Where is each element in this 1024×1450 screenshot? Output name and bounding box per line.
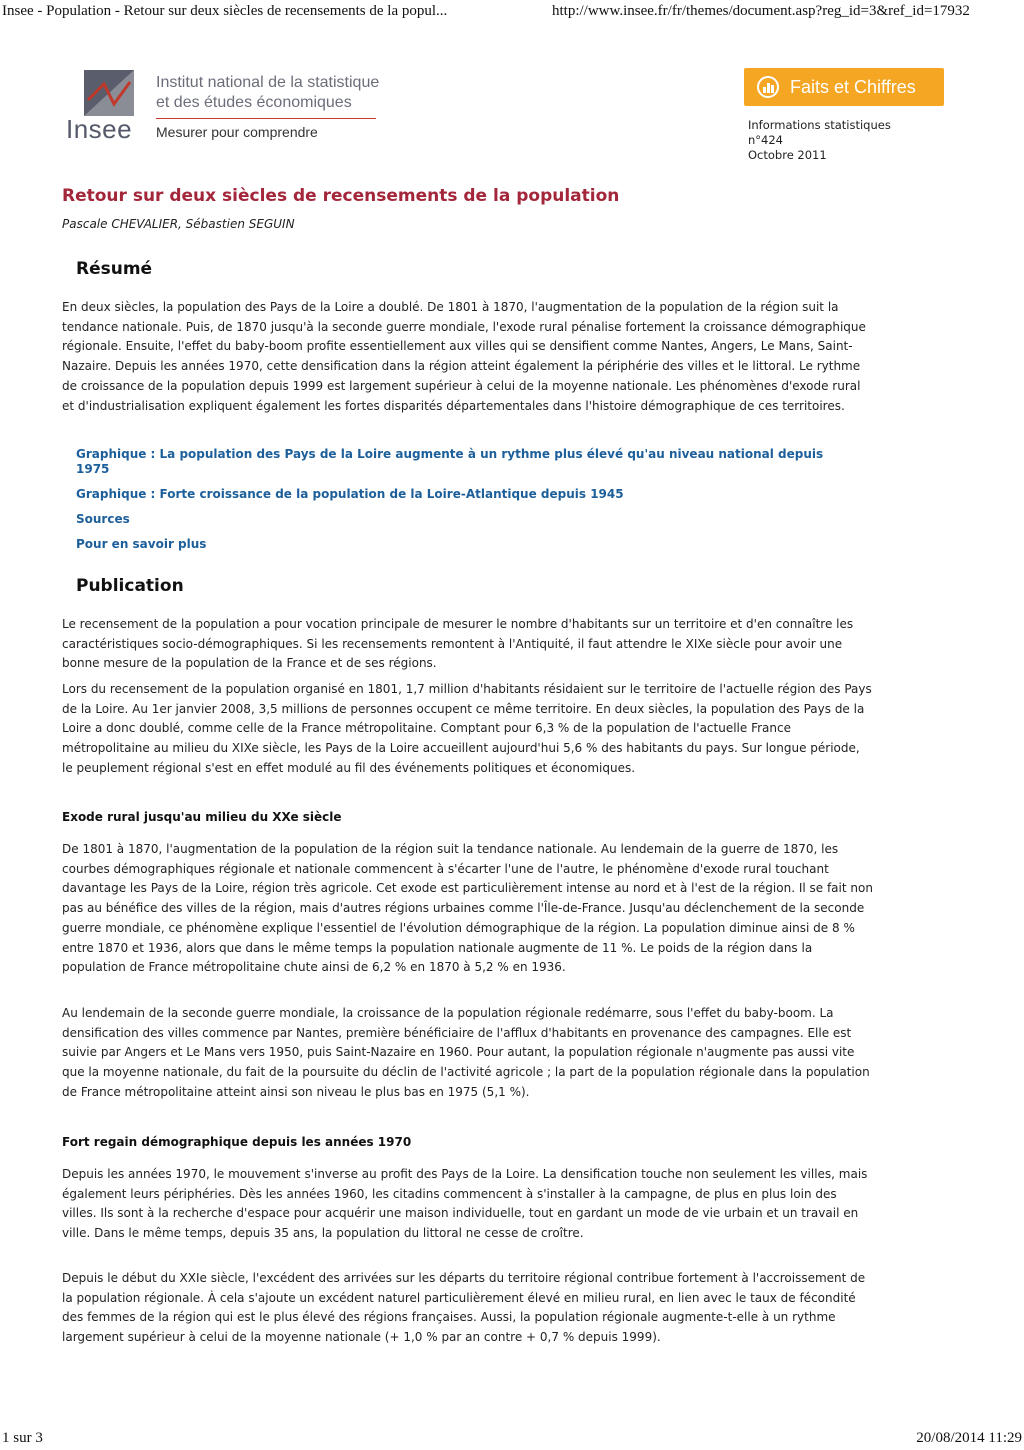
publication-paragraph-6: Depuis le début du XXIe siècle, l'excédent des arrivées sur les départs du territoire régional contribue fortement à l'accroissement de la population régionale. À cela s'ajoute un excédent naturel particulièrement élevé en milieu rural, en lien avec le taux de fécondité des femmes de la région qui est le plus élevé des régions françaises. Aussi, la population régionale augmente-t-elle à un rythme largement supérieur à celui de la moyenne nationale (+ 1,0 % par an contre + 0,7 % depuis 1999). (62, 1271, 866, 1345)
faits-button-label: Faits et Chiffres (790, 76, 916, 97)
publication-paragraph-5: Depuis les années 1970, le mouvement s'inverse au profit des Pays de la Loire. La densification touche non seulement les villes, mais également leurs périphéries. Dès les années 1960, les citadins commencent à s'installer à la campagne, de plus en plus loin des villes. Ils sont à la recherche d'espace pour acquérir une maison individuelle, tout en gardant un mode de vie urbain et un travail en ville. Dans le même temps, depuis 35 ans, la population du littoral ne cesse de croître. (62, 1167, 868, 1241)
info-collection: Informations statistiques (748, 118, 891, 132)
print-footer-page: 1 sur 3 (2, 1430, 43, 1446)
link-pour-en-savoir-plus[interactable]: Pour en savoir plus (76, 537, 207, 551)
insee-logo-icon (84, 70, 134, 116)
info-number: n°424 (748, 133, 783, 147)
subheading-regain: Fort regain démographique depuis les années 1970 (62, 1135, 412, 1149)
publication-paragraph-1: Le recensement de la population a pour vocation principale de mesurer le nombre d'habitants sur un territoire et d'en connaître les caractéristiques socio-démographiques. Si les recensements remontent à l'Antiquité, il faut attendre le XIXe siècle pour avoir une bonne mesure de la population de la France et de ses régions. (62, 617, 854, 671)
insee-logo[interactable] (66, 68, 406, 148)
link-sources[interactable]: Sources (76, 512, 130, 526)
print-footer (0, 1430, 1024, 1450)
print-footer-datetime: 20/08/2014 11:29 (916, 1430, 1022, 1446)
print-header-url: http://www.insee.fr/fr/themes/document.asp?reg_id=3&ref_id=17932 (552, 3, 970, 19)
resume-text: En deux siècles, la population des Pays de la Loire a doublé. De 1801 à 1870, l'augmentation de la population de la région suit la tendance nationale. Puis, de 1870 jusqu'à la seconde guerre mondiale, l'exode rural pénalise fortement la croissance démographique régionale. Ensuite, l'effet du baby-boom profite essentiellement aux villes qui se densifient comme Nantes, Angers, Le Mans, Saint-Nazaire. Depuis les années 1970, cette densification dans la région atteint également la périphérie des villes et le littoral. Le rythme de croissance de la population depuis 1999 est largement supérieur à celui de la moyenne nationale. Les phénomènes d'exode rural et d'industrialisation expliquent également les fortes disparités départementales dans l'histoire démographique de ces territoires. (62, 300, 866, 413)
print-header-title: Insee - Population - Retour sur deux siècles de recensements de la popul... (2, 3, 448, 19)
faits-et-chiffres-button[interactable] (744, 68, 944, 106)
chart-icon (756, 75, 780, 99)
publication-paragraph-4: Au lendemain de la seconde guerre mondiale, la croissance de la population régionale redémarre, sous l'effet du baby-boom. La densification des villes commence par Nantes, première bénéficiaire de l'afflux d'habitants en provenance des campagnes. Elle est suivie par Angers et Le Mans vers 1950, puis Saint-Nazaire en 1960. Pour autant, la population régionale n'augmente pas aussi vite que la moyenne nationale, du fait de la poursuite du déclin de l'activité agricole ; la part de la population régionale dans la population de France métropolitaine atteint ainsi son niveau le plus bas en 1975 (5,1 %). (62, 1006, 870, 1099)
authors: Pascale CHEVALIER, Sébastien SEGUIN (62, 217, 295, 231)
logo-divider (156, 118, 376, 119)
logo-name-line2: et des études économiques (156, 94, 352, 111)
page-title: Retour sur deux siècles de recensements de la population (62, 186, 620, 206)
publication-heading: Publication (76, 576, 184, 596)
info-date: Octobre 2011 (748, 148, 827, 162)
resume-heading: Résumé (76, 259, 153, 279)
print-header (0, 0, 1024, 26)
publication-info (748, 118, 891, 163)
publication-paragraph-2: Lors du recensement de la population organisé en 1801, 1,7 million d'habitants résidaient sur le territoire de l'actuelle région des Pays de la Loire. Au 1er janvier 2008, 3,5 millions de personnes occupent ce même territoire. En deux siècles, la population des Pays de la Loire a donc doublé, comme celle de la France métropolitaine. Comptant pour 6,3 % de la population de l'actuelle France métropolitaine au milieu du XIXe siècle, les Pays de la Loire accueillent aujourd'hui 5,6 % des habitants du pays. Sur longue période, le peuplement régional s'est en effet modulé au fil des événements politiques et économiques. (62, 682, 872, 775)
link-graph-2[interactable]: Graphique : Forte croissance de la population de la Loire-Atlantique depuis 1945 (76, 487, 624, 501)
link-graph-1[interactable]: Graphique : La population des Pays de la Loire augmente à un rythme plus élevé qu'au niveau national depuis 1975 (76, 447, 824, 476)
publication-paragraph-3: De 1801 à 1870, l'augmentation de la population de la région suit la tendance nationale. Au lendemain de la guerre de 1870, les courbes démographiques régionale et nationale commencent à s'écarter l'une de l'autre, le phénomène d'exode rural touchant davantage les Pays de la Loire, région très agricole. Cet exode est particulièrement intense au nord et à l'est de la région. Il se fait non pas au bénéfice des villes de la région, mais d'autres régions urbaines comme l'Île-de-France. Jusqu'au déclenchement de la seconde guerre mondiale, ce phénomène explique l'essentiel de l'évolution démographique de la région. La population diminue ainsi de 8 % entre 1870 et 1936, alors que dans le même temps la population nationale augmente de 11 %. Le poids de la région dans la population de France métropolitaine chute ainsi de 6,2 % en 1870 à 5,2 % en 1936. (62, 842, 873, 975)
logo-name-line1: Institut national de la statistique (156, 74, 380, 91)
subheading-exode-rural: Exode rural jusqu'au milieu du XXe siècle (62, 810, 342, 824)
logo-tagline: Mesurer pour comprendre (156, 124, 318, 140)
logo-wordmark: Insee (66, 114, 133, 144)
